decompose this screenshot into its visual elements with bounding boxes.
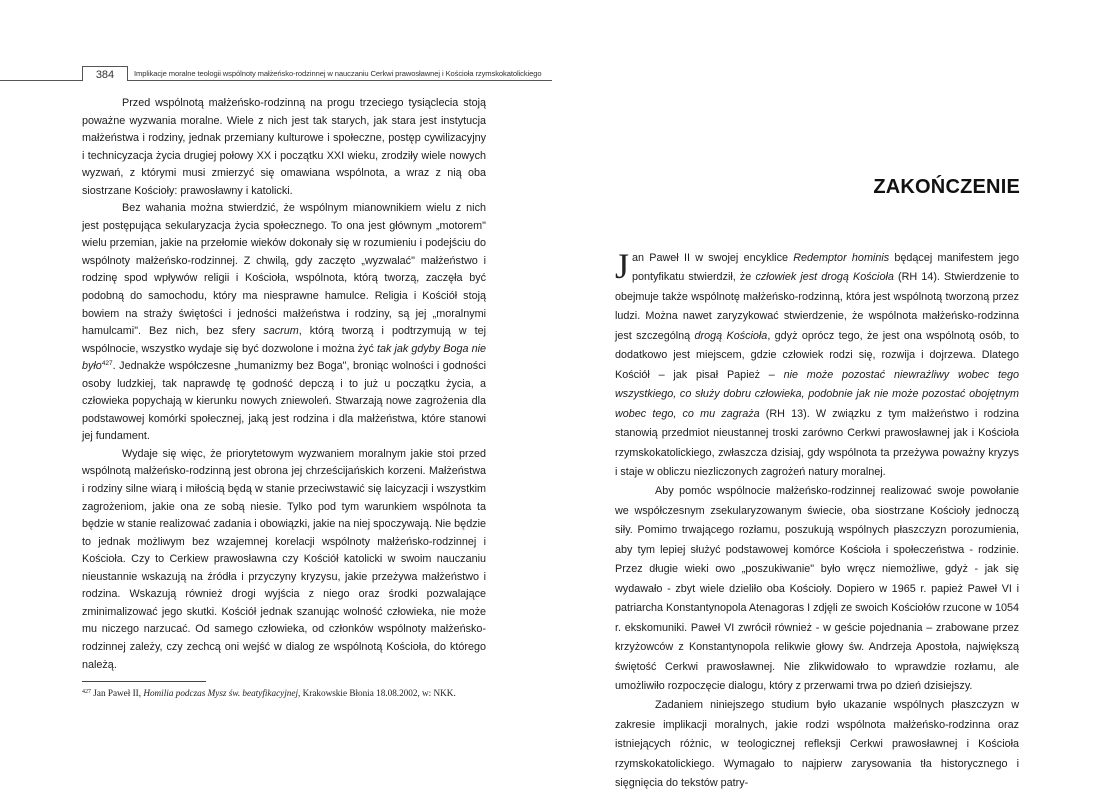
drop-cap: J: [615, 246, 630, 286]
paragraph: [82, 446, 486, 674]
text-run: Bez wahania można stwierdzić, że wspólnym mianownikiem wielu z nich jest postępująca sekularyzacja życia społecznego. To ona jest głównym „motorem" wielu przemian, jakie na przełomie wieków dokonały się w rozumieniu i podejściu do wspólnoty małżeńsko-rodzinnej. Z chwilą, gdy zaczęto „wyzwalać" małżeństwo i rodzinę spod wpływów religii i Kościoła, wspólnota, którą tworzą, zaczęła być podobną do samochodu, który ma niesprawne hamulce. Religia i Kościół stoją bowiem na straży świętości i jedności małżeństwa i rodziny, są jej „moralnymi hamulcami". Bez nich, bez sfery: [82, 202, 486, 338]
footnote-ref: 427: [101, 360, 113, 368]
paragraph: [82, 200, 486, 446]
text-run: , Krakowskie Błonia 18.08.2002, w: NKK.: [298, 688, 456, 698]
paragraph-text: [615, 246, 1019, 478]
page-number: 384: [82, 66, 128, 81]
text-run: będącej manifestem jego pontyfikatu stwierdził, że: [632, 252, 1019, 284]
footnote-number: 427: [82, 689, 91, 695]
text-run: Aby pomóc wspólnocie małżeńsko-rodzinnej realizować swoje powołanie we współczesnym zsekularyzowanym świecie, oba siostrzane Kościoły jednoczą siły. Pomimo trwającego rozłamu, poszukują wspólnych płaszczyzn porozumienia, aby tym lepiej służyć podstawowej komórce Kościoła i społeczeństwa - rodzinie. Przez długie wieki owo „poszukiwanie" było wręcz niemożliwe, gdyż - jak się wydawało - zbyt wiele dzieliło oba Kościoły. Dopiero w 1965 r. papież Paweł VI i patriarcha Konstantynopola Atenagoras I zdjęli ze swoich Kościołów rzucone w 1054 r. ekskomuniki. Paweł VI zwrócił również - w geście pojednania – zrabowane przez krzyżowców z Konstantynopola relikwie głowy św. Andrzeja Apostoła, największą świętość Cerkwi prawosławnej. Nie zlikwidowało to wprawdzie rozłamu, ale umożliwiło rozpoczęcie dialogu, który z przerwami trwa po dzień dzisiejszy.: [615, 485, 1019, 692]
page-header: [0, 66, 552, 84]
italic-text: sacrum: [263, 325, 299, 338]
paragraph: [82, 95, 486, 200]
footnote-text: [91, 688, 456, 698]
left-page-body: [82, 95, 486, 674]
footnote: [82, 686, 486, 699]
text-run: Przed wspólnotą małżeńsko-rodzinną na progu trzeciego tysiąclecia stoją poważne wyzwania moralne. Wiele z nich jest tak starych, jak stara jest instytucja małżeństwa i rodziny, jednak przemiany kulturowe i społeczne, postęp cywilizacyjny i technicyzacja życia drugiej połowy XX i początku XXI wieku, zrodziły wiele nowych wyzwań, z którymi musi zmierzyć się omawiana wspólnota, a wraz z nią oba siostrzane Kościoły: prawosławny i katolicki.: [82, 97, 486, 197]
right-page-body: [615, 246, 1019, 794]
paragraph: [615, 246, 1019, 482]
italic-text: Homilia podczas Mysz św. beatyfikacyjnej: [143, 688, 299, 698]
italic-text: człowiek jest drogą Kościoła: [755, 271, 894, 284]
text-run: Jan Paweł II,: [91, 688, 144, 698]
chapter-title: ZAKOŃCZENIE: [873, 176, 1020, 198]
italic-text: nie może pozostać niewrażliwy wobec tego wszystkiego, co służy dobru człowieka, podobnie jak nie może pozostać obojętnym wobec tego, co mu zagraża: [615, 368, 1019, 420]
paragraph: [615, 482, 1019, 696]
italic-text: tak jak gdyby Boga nie było: [82, 342, 486, 373]
text-run: . Jednakże współczesne „humanizmy bez Boga", broniąc wolności i godności osoby ludzkiej, tak naprawdę tę godność depczą i to już u początku życia, a człowieka popychają w kierunku nowych zniewoleń. Stwarzają nowe zagrożenia dla podstawowej komórki społecznej, jaką jest rodzina i dla małżeństwa, które stanowi jej fundament.: [82, 360, 486, 443]
text-run: (RH 14). Stwierdzenie to obejmuje także wspólnotę małżeńsko-rodzinną, która jest wspólnotą tworzoną przez ludzi. Można nawet zaryzykować stwierdzenie, że wspólnota małżeńsko-rodzinna jest szczególną: [615, 271, 1019, 342]
text-run: (RH 13). W związku z tym małżeństwo i rodzina stanowią przedmiot nieustannej troski zarówno Cerkwi prawosławnej jak i Kościoła rzymskokatolickiego, zwłaszcza dzisiaj, gdy wspólnota ta przeżywa poważny kryzys i staje w obliczu niezliczonych zagrożeń natury moralnej.: [615, 407, 1019, 478]
text-run: , gdyż oprócz tego, że jest ona wspólnotą osób, to dodatkowo jest miejscem, gdzie człowiek rodzi się, rozwija i dojrzewa. Dlatego Kościół – jak pisał Papież –: [615, 329, 1019, 381]
paragraph: [615, 696, 1019, 793]
italic-text: Redemptor hominis: [793, 252, 890, 264]
text-run: , którą tworzą i podtrzymują w tej wspólnocie, wszystko wydaje się być dozwolone i można żyć: [82, 325, 486, 355]
italic-text: drogą Kościoła: [694, 329, 768, 342]
running-title: Implikacje moralne teologii wspólnoty małżeńsko-rodzinnej w nauczaniu Cerkwi prawosławnej i Kościoła rzymskokatolickiego: [134, 69, 542, 78]
text-run: Wydaje się więc, że priorytetowym wyzwaniem moralnym jakie stoi przed wspólnotą małżeńsko-rodzinną jest obrona jej chrześcijańskich korzeni. Małżeństwa i rodziny silne wiarą i miłością będą w stanie przeciwstawić się laicyzacji i wszystkim zagrożeniom, jakie ona ze sobą niesie. Tylko pod tym warunkiem wspólnota ta będzie w stanie realizować zadania i obowiązki, jakie na niej spoczywają. Nie będzie to jednak możliwym bez wzajemnej korelacji wspólnoty małżeńsko-rodzinnej i Kościoła. Czy to Cerkiew prawosławna czy Kościół katolicki w swoim nauczaniu nieustannie wskazują na źródła i przyczyny kryzysu, jakie przeżywa małżeństwo i rodzina. Wskazują również drogi wyjścia z niego oraz środki pozwalające zminimalizować jego skutki. Kościół jednak szanując wolność człowieka, nie może mu niczego narzucać. Od samego człowieka, od członków wspólnoty małżeńsko-rodzinnej zależy, czy zechcą oni wejść w dialog ze wspólnotą Kościoła, do którego należą.: [82, 447, 486, 671]
footnote-rule: [82, 681, 206, 682]
text-run: Zadaniem niniejszego studium było ukazanie wspólnych płaszczyzn w zakresie implikacji moralnych, jakie rodzi wspólnota małżeńsko-rodzinna oraz istniejących różnic, w teologicznej refleksji Cerkwi prawosławnej i Kościoła rzymskokatolickiego. Wymagało to najpierw zarysowania tła historycznego i sięgnięcia do tekstów patry-: [615, 699, 1019, 790]
text-run: an Paweł II w swojej encyklice: [632, 252, 794, 264]
